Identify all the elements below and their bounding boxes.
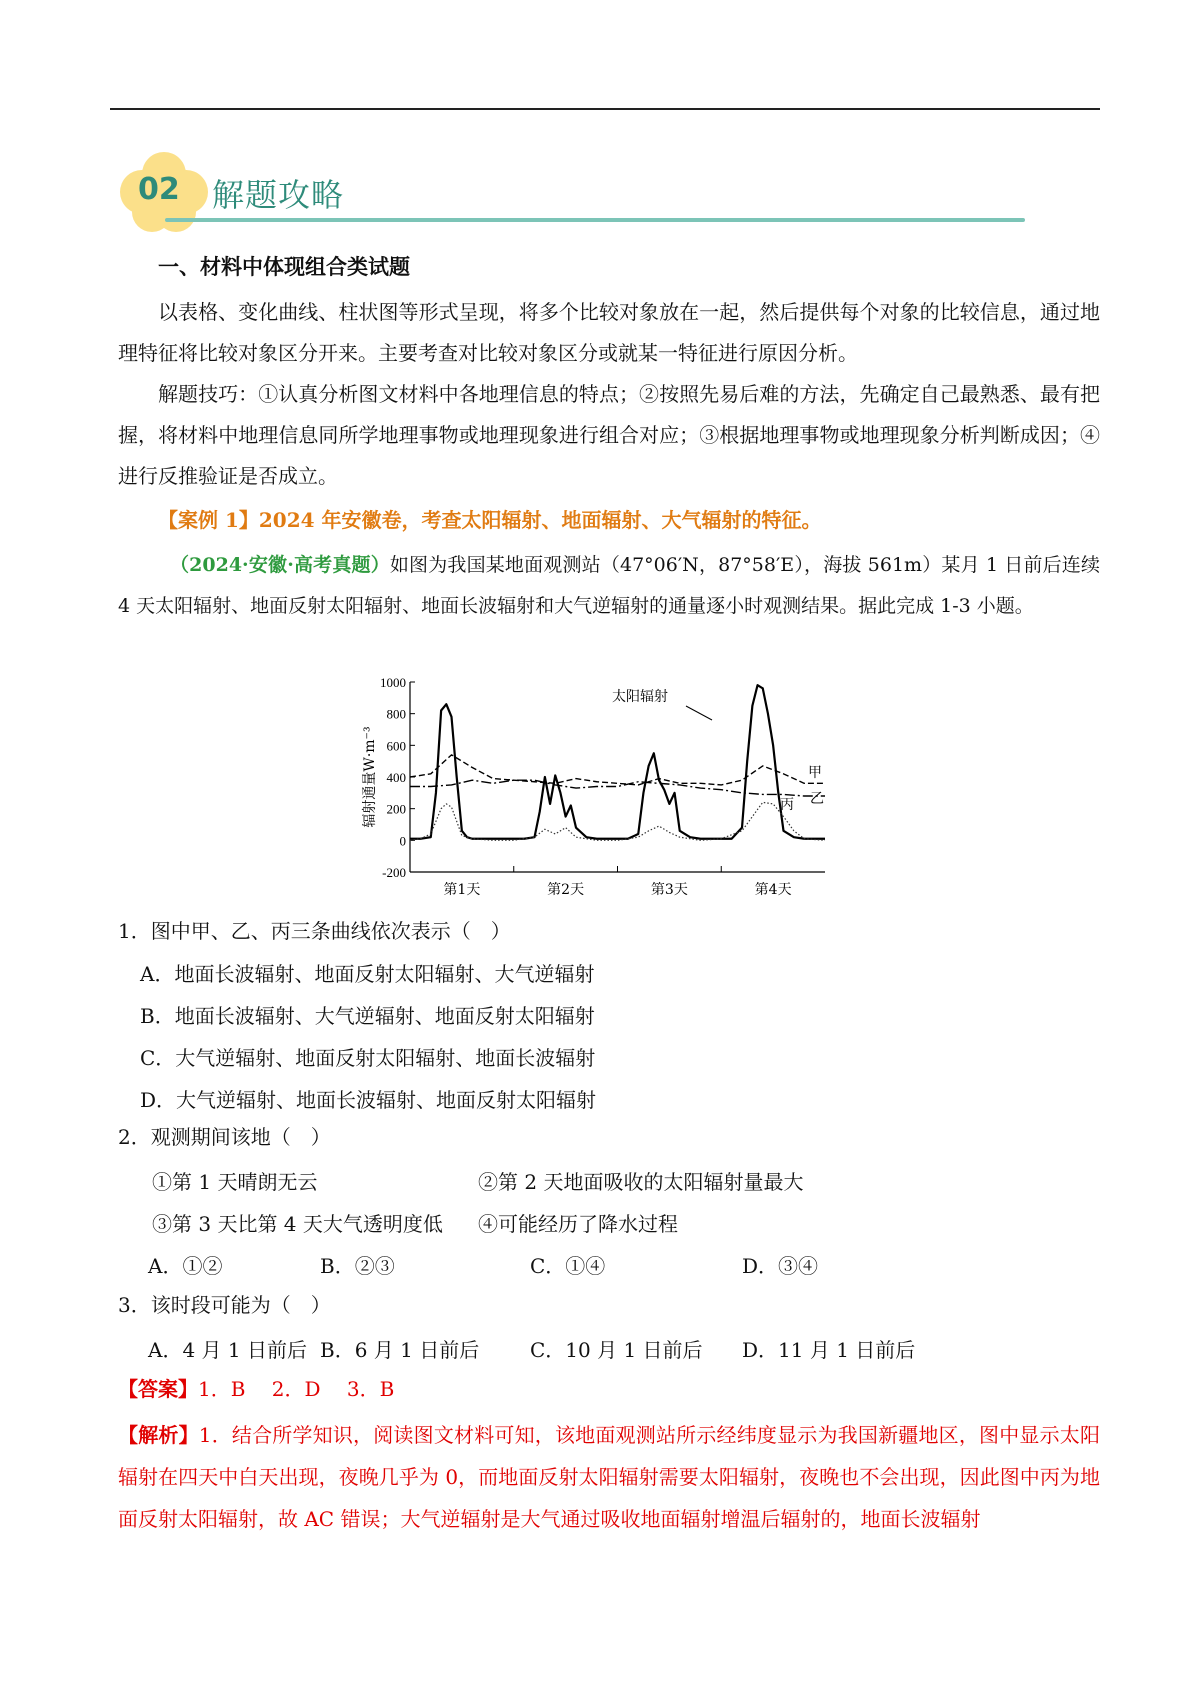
q2-statement-2: ②第 2 天地面吸收的太阳辐射量最大 — [478, 1170, 804, 1194]
section-number: 02 — [138, 172, 180, 207]
subsection-heading: 一、材料中体现组合类试题 — [158, 255, 410, 279]
y-tick-label: 1000 — [380, 675, 406, 690]
analysis-text: 1．结合所学知识，阅读图文材料可知，该地面观测站所示经纬度显示为我国新疆地区，图中显示太阳辐射在四天中白天出现，夜晚几乎为 0，而地面反射太阳辐射需要太阳辐射，夜晚也不会出现，因此图中丙为地面反射太阳辐射，故 AC 错误；大气逆辐射是大气通过吸收地面辐射增温后辐射的，地面长波辐射 — [118, 1423, 1100, 1531]
paragraph-intro: 以表格、变化曲线、柱状图等形式呈现，将多个比较对象放在一起，然后提供每个对象的比较信息，通过地理特征将比较对象区分开来。主要考查对比较对象区分或就某一特征进行原因分析。 — [118, 300, 1100, 365]
chart-svg — [350, 672, 850, 906]
paragraph-tips: 解题技巧：①认真分析图文材料中各地理信息的特点；②按照先易后难的方法，先确定自己最熟悉、最有把握，将材料中地理信息同所学地理事物或地理现象进行组合对应；③根据地理事物或地理现象分析判断成因；④进行反推验证是否成立。 — [118, 382, 1100, 488]
series-line-3 — [410, 780, 825, 796]
y-tick-label: -200 — [382, 865, 406, 880]
analysis-paragraph — [118, 1414, 1100, 1540]
question-1-stem: 1．图中甲、乙、丙三条曲线依次表示（ ） — [118, 919, 511, 943]
series-line-4 — [410, 802, 825, 840]
section-title: 解题攻略 — [212, 176, 345, 214]
q2-statement-4: ④可能经历了降水过程 — [478, 1212, 678, 1236]
q2-option-d[interactable]: D．③④ — [742, 1254, 819, 1278]
y-tick-label: 600 — [386, 738, 406, 754]
x-tick-label: 第2天 — [547, 882, 585, 898]
y-tick-label: 800 — [386, 706, 406, 722]
annotation-solar: 太阳辐射 — [612, 689, 668, 705]
annotation-jia: 甲 — [808, 765, 822, 781]
series-line-1 — [410, 685, 825, 839]
q1-option-b[interactable]: B．地面长波辐射、大气逆辐射、地面反射太阳辐射 — [140, 1004, 595, 1028]
analysis-label: 【解析】 — [118, 1423, 199, 1447]
header-rule — [110, 108, 1100, 110]
q3-option-d[interactable]: D．11 月 1 日前后 — [742, 1338, 916, 1362]
q2-option-c[interactable]: C．①④ — [530, 1254, 606, 1278]
case-text: 如图为我国某地面观测站（47°06′N，87°58′E），海拔 561m）某月 1 日前后连续 4 天太阳辐射、地面反射太阳辐射、地面长波辐射和大气逆辐射的通量逐小时观测结果。据此完成 1-3 小题。 — [118, 554, 1100, 617]
annotation-leader-line — [686, 706, 712, 720]
y-tick-label: 200 — [386, 801, 406, 817]
q1-option-d[interactable]: D．大气逆辐射、地面长波辐射、地面反射太阳辐射 — [140, 1088, 597, 1112]
x-tick-label: 第1天 — [443, 882, 481, 898]
annotation-yi: 乙 — [810, 791, 824, 807]
radiation-chart — [350, 672, 850, 906]
q2-statement-3: ③第 3 天比第 4 天大气透明度低 — [152, 1212, 443, 1236]
answer-label: 【答案】 — [118, 1377, 198, 1401]
annotation-bing: 丙 — [780, 797, 794, 813]
q1-option-a[interactable]: A．地面长波辐射、地面反射太阳辐射、大气逆辐射 — [140, 962, 595, 986]
q3-option-b[interactable]: B．6 月 1 日前后 — [320, 1338, 480, 1362]
q2-option-a[interactable]: A．①② — [148, 1254, 223, 1278]
case-source: （2024·安徽·高考真题） — [170, 554, 390, 576]
case-title: 【案例 1】2024 年安徽卷，考查太阳辐射、地面辐射、大气辐射的特征。 — [158, 508, 822, 532]
x-tick-label: 第4天 — [754, 882, 792, 898]
case-description — [118, 545, 1100, 627]
y-axis-title: 辐射通量W·m⁻³ — [362, 726, 378, 828]
q3-option-c[interactable]: C．10 月 1 日前后 — [530, 1338, 703, 1362]
question-3-stem: 3．该时段可能为（ ） — [118, 1293, 331, 1317]
answer-line — [118, 1374, 394, 1404]
y-tick-label: 0 — [399, 833, 406, 849]
q2-statement-1: ①第 1 天晴朗无云 — [152, 1170, 318, 1194]
y-tick-label: 400 — [386, 770, 406, 785]
title-underline — [165, 218, 1025, 222]
answer-text: 1．B 2．D 3．B — [198, 1377, 395, 1401]
q3-option-a[interactable]: A．4 月 1 日前后 — [148, 1338, 307, 1362]
q1-option-c[interactable]: C．大气逆辐射、地面反射太阳辐射、地面长波辐射 — [140, 1046, 596, 1070]
q2-option-b[interactable]: B．②③ — [320, 1254, 395, 1278]
x-tick-label: 第3天 — [650, 882, 688, 898]
question-2-stem: 2．观测期间该地（ ） — [118, 1125, 331, 1149]
